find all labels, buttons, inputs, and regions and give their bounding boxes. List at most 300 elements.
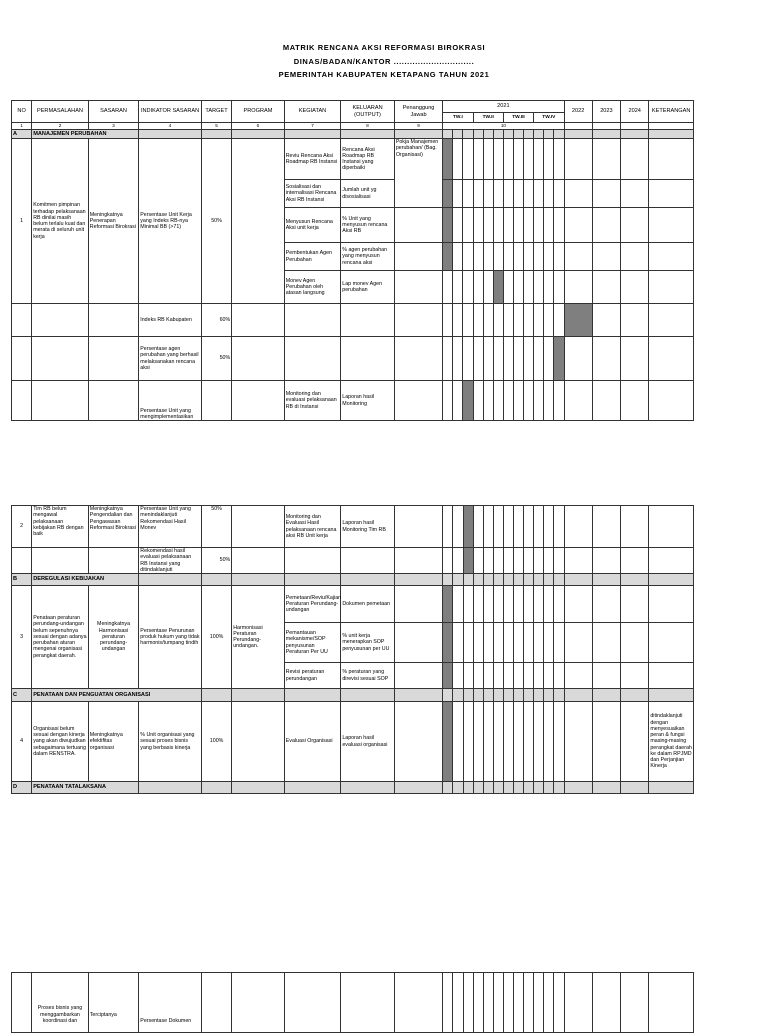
empty-cell [453, 702, 463, 782]
schedule-shaded-cell [443, 663, 453, 689]
empty-cell [232, 381, 285, 421]
empty-cell [394, 130, 442, 139]
empty-cell [493, 208, 503, 243]
empty-cell [564, 663, 592, 689]
empty-cell [483, 506, 493, 548]
empty-cell [12, 304, 32, 337]
empty-cell [284, 337, 341, 381]
empty-cell [544, 623, 554, 663]
empty-cell [524, 702, 534, 782]
empty-cell [493, 381, 503, 421]
empty-cell [443, 782, 453, 794]
empty-cell [621, 574, 649, 586]
empty-cell [554, 973, 564, 1033]
empty-cell [12, 381, 32, 421]
empty-cell [554, 663, 564, 689]
colnum: 10 [443, 123, 564, 130]
empty-cell [513, 180, 523, 208]
empty-cell [443, 304, 453, 337]
empty-cell [503, 973, 513, 1033]
empty-cell [493, 180, 503, 208]
row-2-no: 2 [12, 506, 32, 548]
empty-cell [32, 548, 89, 574]
empty-cell [544, 574, 554, 586]
empty-cell [524, 381, 534, 421]
empty-cell [621, 123, 649, 130]
empty-cell [453, 180, 463, 208]
empty-cell [554, 243, 564, 271]
empty-cell [503, 304, 513, 337]
empty-cell [394, 208, 442, 243]
empty-cell [564, 139, 592, 180]
empty-cell [649, 973, 694, 1033]
empty-cell [139, 782, 202, 794]
section-c-title: PENATAAN DAN PENGUATAN ORGANISASI [32, 689, 202, 702]
empty-cell [554, 623, 564, 663]
empty-cell [649, 337, 694, 381]
empty-cell [341, 574, 395, 586]
empty-cell [621, 243, 649, 271]
action-plan-table-page-3 [11, 972, 694, 1033]
empty-cell [534, 243, 544, 271]
output-cell: % agen perubahan yang menyusun rencana aksi [341, 243, 395, 271]
empty-cell [493, 548, 503, 574]
empty-cell [453, 623, 463, 663]
col-tw2: TW.II [473, 113, 503, 123]
empty-cell [232, 139, 285, 304]
empty-cell [473, 702, 483, 782]
empty-cell [554, 548, 564, 574]
empty-cell [621, 180, 649, 208]
empty-cell [88, 337, 139, 381]
empty-cell [284, 574, 341, 586]
empty-cell [341, 130, 395, 139]
section-b-letter: B [12, 574, 32, 586]
empty-cell [649, 130, 694, 139]
colnum: 1 [12, 123, 32, 130]
empty-cell [453, 337, 463, 381]
empty-cell [473, 689, 483, 702]
empty-cell [514, 586, 524, 623]
empty-cell [443, 271, 453, 304]
empty-cell [473, 180, 483, 208]
empty-cell [554, 381, 564, 421]
col-target: TARGET [201, 101, 231, 123]
agency-line: DINAS/BADAN/KANTOR .............................. [293, 57, 475, 66]
empty-cell [463, 208, 473, 243]
row-4-keterangan: ditindaklanjuti dengan menyesuaikan peran & fungsi masing-masing perangkat daerah ke dalam RPJMD dan Perjanjian Kinerja [649, 702, 694, 782]
row-3-sasaran: Meningkatnya Harmonisasi peraturan perundang-undangan [88, 586, 139, 689]
empty-cell [513, 271, 523, 304]
empty-cell [473, 304, 483, 337]
empty-cell [453, 689, 463, 702]
empty-cell [649, 243, 694, 271]
empty-cell [649, 663, 694, 689]
empty-cell [649, 586, 694, 623]
row-4-target: 100% [201, 702, 231, 782]
empty-cell [649, 304, 694, 337]
empty-cell [483, 180, 493, 208]
empty-cell [544, 139, 554, 180]
empty-cell [524, 139, 534, 180]
schedule-shaded-cell [443, 208, 453, 243]
empty-cell [443, 130, 453, 139]
government-year-line: PEMERINTAH KABUPATEN KETAPANG TAHUN 2021 [278, 70, 490, 79]
empty-cell [493, 304, 503, 337]
empty-cell [544, 548, 554, 574]
empty-cell [514, 782, 524, 794]
empty-cell [503, 702, 513, 782]
empty-cell [503, 243, 513, 271]
empty-cell [621, 623, 649, 663]
empty-cell [649, 689, 694, 702]
empty-cell [483, 337, 493, 381]
empty-cell [463, 782, 473, 794]
kegiatan-cell: Monitoring dan evaluasi pelaksanaan RB di Instansi [284, 381, 341, 421]
col-program: PROGRAM [232, 101, 285, 123]
empty-cell [592, 130, 620, 139]
empty-cell [649, 623, 694, 663]
colnum: 5 [201, 123, 231, 130]
col-tw1: TW.I [443, 113, 473, 123]
empty-cell [493, 782, 503, 794]
empty-cell [284, 548, 341, 574]
empty-cell [544, 130, 554, 139]
empty-cell [524, 782, 534, 794]
empty-cell [554, 180, 564, 208]
empty-cell [443, 973, 453, 1033]
row-3-indikator: Persentase Penurunan produk hukum yang tidak harmonis/tumpang tindih [139, 586, 202, 689]
row-1-no: 1 [12, 139, 32, 304]
row-2-indikator: Persentase Unit yang menindaklanjuti Rekomendasi Hasil Monev [139, 506, 202, 548]
schedule-shaded-cell [463, 506, 473, 548]
empty-cell [463, 663, 473, 689]
empty-cell [473, 337, 483, 381]
empty-cell [503, 586, 513, 623]
empty-cell [534, 973, 544, 1033]
empty-cell [493, 130, 503, 139]
empty-cell [503, 208, 513, 243]
kegiatan-cell: Pemetaan/Reviu/Kajian Peraturan Perundang-undangan [284, 586, 341, 623]
empty-cell [564, 208, 592, 243]
empty-cell [592, 139, 620, 180]
empty-cell [564, 130, 592, 139]
empty-cell [592, 623, 620, 663]
empty-cell [473, 663, 483, 689]
empty-cell [232, 689, 285, 702]
page-3-table-region [11, 972, 695, 1024]
empty-cell [201, 782, 231, 794]
schedule-shaded-cell [564, 304, 592, 337]
empty-cell [493, 574, 503, 586]
empty-cell [564, 702, 592, 782]
empty-cell [12, 548, 32, 574]
empty-cell [524, 586, 534, 623]
empty-cell [534, 271, 544, 304]
output-cell: % Unit yang menyusun rencana Aksi RB [341, 208, 395, 243]
empty-cell [524, 208, 534, 243]
empty-cell [514, 574, 524, 586]
empty-cell [473, 506, 483, 548]
empty-cell [483, 548, 493, 574]
empty-cell [453, 973, 463, 1033]
empty-cell [534, 623, 544, 663]
empty-cell [621, 782, 649, 794]
row-5-permasalahan: Proses bisnis yang menggambarkan koordinasi dan [32, 973, 89, 1033]
empty-cell [649, 271, 694, 304]
empty-cell [524, 271, 534, 304]
empty-cell [32, 381, 89, 421]
schedule-shaded-cell [463, 548, 473, 574]
colnum: 2 [32, 123, 89, 130]
row-5-indikator: Persentase Dokumen [139, 973, 202, 1033]
empty-cell [592, 689, 620, 702]
empty-cell [514, 689, 524, 702]
empty-cell [232, 130, 285, 139]
kegiatan-cell: Pemantauan mekanisme/SOP penyusunan Peraturan Per UU [284, 623, 341, 663]
empty-cell [483, 702, 493, 782]
empty-cell [621, 548, 649, 574]
col-sasaran: SASARAN [88, 101, 139, 123]
col-keterangan: KETERANGAN [649, 101, 694, 123]
empty-cell [232, 506, 285, 548]
colnum: 6 [232, 123, 285, 130]
empty-cell [592, 663, 620, 689]
empty-cell [463, 243, 473, 271]
empty-cell [453, 208, 463, 243]
empty-cell [473, 139, 483, 180]
section-d-letter: D [12, 782, 32, 794]
empty-cell [592, 304, 620, 337]
empty-cell [649, 180, 694, 208]
empty-cell [503, 689, 513, 702]
empty-cell [534, 574, 544, 586]
empty-cell [592, 702, 620, 782]
empty-cell [564, 123, 592, 130]
empty-cell [554, 304, 564, 337]
empty-cell [394, 702, 442, 782]
col-keluaran: KELUARAN (OUTPUT) [341, 101, 395, 123]
schedule-shaded-cell [443, 243, 453, 271]
empty-cell [554, 208, 564, 243]
empty-cell [139, 130, 202, 139]
empty-cell [621, 586, 649, 623]
empty-cell [394, 381, 442, 421]
empty-cell [564, 180, 592, 208]
empty-cell [592, 586, 620, 623]
document-title: MATRIK RENCANA AKSI REFORMASI BIROKRASI [282, 43, 486, 52]
empty-cell [554, 271, 564, 304]
empty-cell [473, 548, 483, 574]
empty-cell [483, 663, 493, 689]
empty-cell [394, 623, 442, 663]
empty-cell [649, 574, 694, 586]
schedule-shaded-cell [493, 271, 503, 304]
output-cell: % unit kerja menerapkan SOP penyusunan per UU [341, 623, 395, 663]
empty-cell [592, 271, 620, 304]
empty-cell [524, 623, 534, 663]
empty-cell [453, 271, 463, 304]
schedule-shaded-cell [443, 139, 453, 180]
empty-cell [483, 623, 493, 663]
empty-cell [463, 271, 473, 304]
colnum: 8 [341, 123, 395, 130]
empty-cell [534, 689, 544, 702]
kegiatan-cell: Monev Agen Perubahan oleh atasan langsung [284, 271, 341, 304]
empty-cell [503, 130, 513, 139]
empty-cell [514, 548, 524, 574]
empty-cell [341, 689, 395, 702]
row-2-permasalahan: Tim RB belum mengawal pelaksanaan kebijakan RB dengan baik [32, 506, 89, 548]
empty-cell [341, 548, 395, 574]
empty-cell [483, 304, 493, 337]
empty-cell [201, 381, 231, 421]
action-plan-table-page-1 [11, 100, 694, 421]
empty-cell [394, 663, 442, 689]
empty-cell [592, 180, 620, 208]
empty-cell [473, 381, 483, 421]
empty-cell [463, 702, 473, 782]
empty-cell [394, 782, 442, 794]
empty-cell [453, 548, 463, 574]
empty-cell [453, 130, 463, 139]
empty-cell [453, 663, 463, 689]
empty-cell [503, 337, 513, 381]
row-3-target: 100% [201, 586, 231, 689]
empty-cell [453, 381, 463, 421]
row-4-indikator: % Unit organisasi yang sesuai proses bisnis yang berbasis kinerja [139, 702, 202, 782]
empty-cell [503, 180, 513, 208]
empty-cell [534, 130, 544, 139]
schedule-shaded-cell [463, 381, 473, 421]
empty-cell [544, 304, 554, 337]
output-cell: Laporan hasil Monitoring Tim RB [341, 506, 395, 548]
empty-cell [544, 271, 554, 304]
empty-cell [503, 381, 513, 421]
col-indikator: INDIKATOR SASARAN [139, 101, 202, 123]
empty-cell [649, 506, 694, 548]
empty-cell [534, 381, 544, 421]
row-target: 60% [201, 304, 231, 337]
col-2024: 2024 [621, 101, 649, 123]
empty-cell [544, 663, 554, 689]
kegiatan-cell: Monitoring dan Evaluasi Hasil pelaksanaan rencana aksi RB Unit kerja [284, 506, 341, 548]
empty-cell [592, 123, 620, 130]
col-kegiatan: KEGIATAN [284, 101, 341, 123]
empty-cell [524, 574, 534, 586]
kegiatan-cell: Revisi peraturan perundangan [284, 663, 341, 689]
empty-cell [534, 337, 544, 381]
empty-cell [524, 130, 534, 139]
empty-cell [544, 973, 554, 1033]
empty-cell [473, 586, 483, 623]
empty-cell [284, 782, 341, 794]
empty-cell [621, 130, 649, 139]
row-3-permasalahan: Penataan peraturan perundang-undangan belum sepenuhnya sesuai dengan adanya perubahan aturan mengenai organisasi perangkat daerah. [32, 586, 89, 689]
empty-cell [493, 623, 503, 663]
empty-cell [592, 548, 620, 574]
empty-cell [483, 208, 493, 243]
empty-cell [473, 130, 483, 139]
empty-cell [649, 381, 694, 421]
schedule-shaded-cell [554, 337, 564, 381]
empty-cell [513, 337, 523, 381]
schedule-shaded-cell [443, 702, 453, 782]
empty-cell [564, 586, 592, 623]
empty-cell [621, 973, 649, 1033]
col-penanggung-jawab: Penanggung Jawab [394, 101, 442, 123]
empty-cell [513, 381, 523, 421]
empty-cell [394, 337, 442, 381]
empty-cell [493, 689, 503, 702]
empty-cell [513, 208, 523, 243]
empty-cell [483, 139, 493, 180]
output-cell: Lap monev Agen perubahan [341, 271, 395, 304]
empty-cell [524, 548, 534, 574]
section-a-title: MANAJEMEN PERUBAHAN [32, 130, 139, 139]
empty-cell [534, 548, 544, 574]
empty-cell [621, 689, 649, 702]
empty-cell [463, 973, 473, 1033]
empty-cell [534, 180, 544, 208]
empty-cell [493, 586, 503, 623]
empty-cell [534, 663, 544, 689]
empty-cell [621, 702, 649, 782]
empty-cell [394, 574, 442, 586]
empty-cell [649, 548, 694, 574]
empty-cell [463, 337, 473, 381]
kegiatan-cell: Sosialisasi dan internalisasi Rencana Aksi RB Instansi [284, 180, 341, 208]
empty-cell [544, 243, 554, 271]
row-indikator: Indeks RB Kabupaten [139, 304, 202, 337]
empty-cell [514, 973, 524, 1033]
empty-cell [544, 337, 554, 381]
empty-cell [473, 271, 483, 304]
empty-cell [453, 506, 463, 548]
section-c-letter: C [12, 689, 32, 702]
empty-cell [483, 586, 493, 623]
empty-cell [453, 782, 463, 794]
empty-cell [514, 623, 524, 663]
empty-cell [503, 506, 513, 548]
section-a-letter: A [12, 130, 32, 139]
empty-cell [524, 973, 534, 1033]
empty-cell [463, 623, 473, 663]
empty-cell [514, 702, 524, 782]
empty-cell [534, 586, 544, 623]
empty-cell [524, 304, 534, 337]
empty-cell [394, 271, 442, 304]
kegiatan-cell: Evaluasi Organisasi [284, 702, 341, 782]
empty-cell [394, 973, 442, 1033]
row-3-no: 3 [12, 586, 32, 689]
empty-cell [564, 337, 592, 381]
output-cell: Dokumen pemetaan [341, 586, 395, 623]
colnum: 3 [88, 123, 139, 130]
empty-cell [394, 304, 442, 337]
empty-cell [493, 506, 503, 548]
output-cell: Laporan hasil Monitoring [341, 381, 395, 421]
empty-cell [524, 506, 534, 548]
empty-cell [592, 506, 620, 548]
empty-cell [284, 973, 341, 1033]
empty-cell [341, 304, 395, 337]
empty-cell [649, 782, 694, 794]
empty-cell [463, 574, 473, 586]
empty-cell [554, 139, 564, 180]
empty-cell [443, 574, 453, 586]
empty-cell [621, 304, 649, 337]
